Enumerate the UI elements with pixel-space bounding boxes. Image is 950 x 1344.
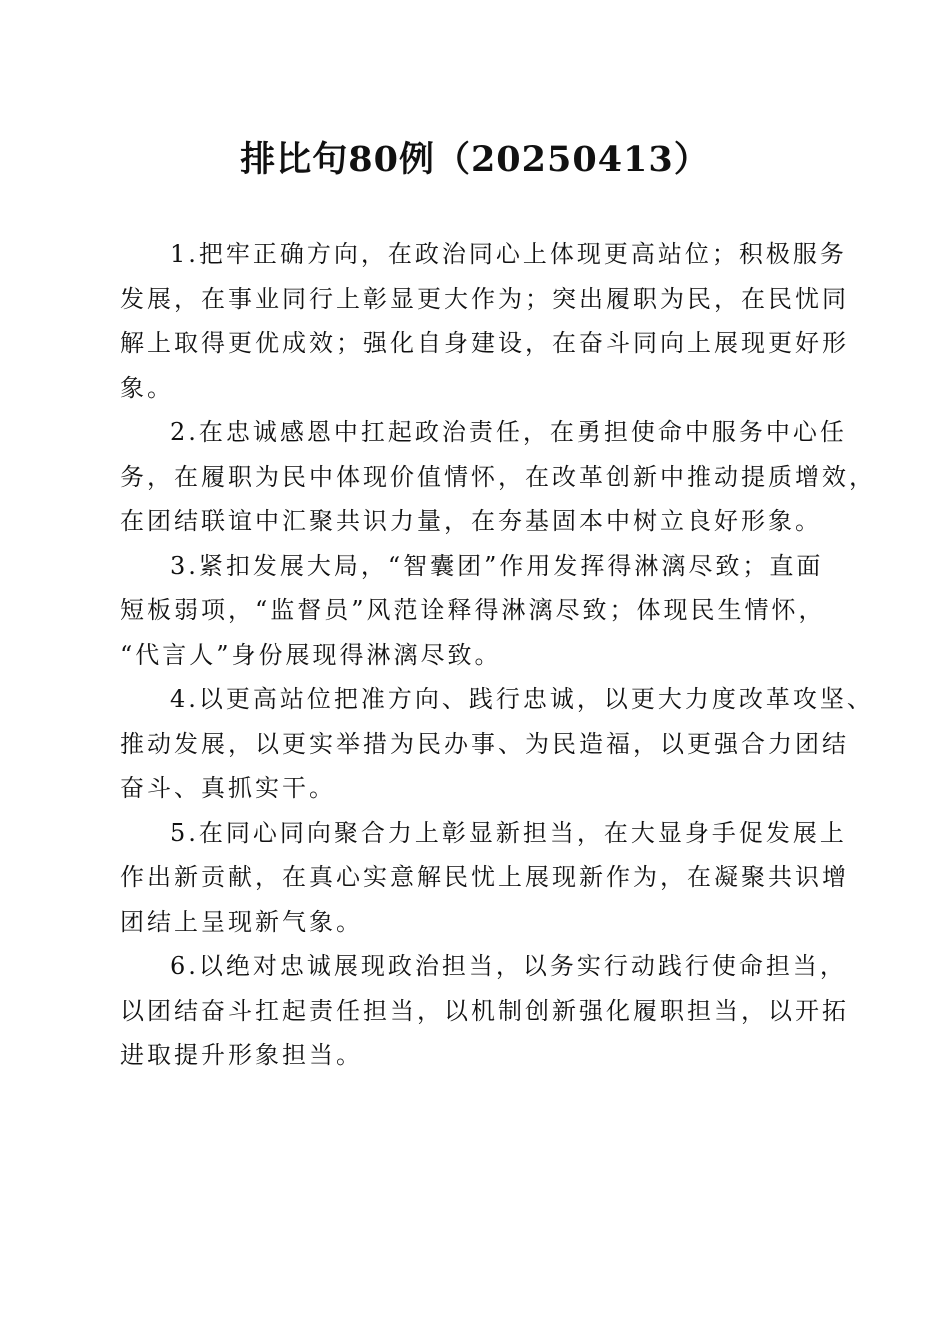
paragraph-1 <box>120 232 849 410</box>
paragraph-3 <box>120 544 840 678</box>
paragraph-line: 2.在忠诚感恩中扛起政治责任，在勇担使命中服务中心任 <box>170 418 847 446</box>
paragraph-2 <box>120 410 876 544</box>
paragraph-line: 团结上呈现新气象。 <box>120 907 363 936</box>
paragraph-line: 进取提升形象担当。 <box>120 1041 363 1069</box>
paragraph-line: 解上取得更优成效；强化自身建设，在奋斗同向上展现更好形 <box>120 329 849 357</box>
paragraph-line: “代言人”身份展现得淋漓尽致。 <box>120 640 502 669</box>
document-title: 排比句80例（20250413） <box>240 139 710 180</box>
paragraph-4 <box>120 677 874 811</box>
paragraph-line: 作出新贡献，在真心实意解民忧上展现新作为，在凝聚共识增 <box>120 863 849 891</box>
paragraph-6 <box>120 944 849 1078</box>
paragraph-line: 发展，在事业同行上彰显更大作为；突出履职为民，在民忧同 <box>120 284 849 313</box>
paragraph-line: 象。 <box>120 373 174 402</box>
paragraph-line: 在团结联谊中汇聚共识力量，在夯基固本中树立良好形象。 <box>120 507 822 535</box>
paragraph-line: 4.以更高站位把准方向、践行忠诚，以更大力度改革攻坚、 <box>170 685 874 713</box>
paragraph-line: 5.在同心同向聚合力上彰显新担当，在大显身手促发展上 <box>170 818 847 847</box>
paragraph-line: 短板弱项，“监督员”风范诠释得淋漓尽致；体现民生情怀， <box>120 596 826 624</box>
document-body <box>120 232 876 1078</box>
paragraph-line: 奋斗、真抓实干。 <box>120 774 336 802</box>
paragraph-line: 3.紧扣发展大局，“智囊团”作用发挥得淋漓尽致；直面 <box>170 551 824 580</box>
paragraph-5 <box>120 811 849 945</box>
paragraph-line: 1.把牢正确方向，在政治同心上体现更高站位；积极服务 <box>170 240 847 268</box>
paragraph-line: 以团结奋斗扛起责任担当，以机制创新强化履职担当，以开拓 <box>120 996 849 1025</box>
paragraph-line: 推动发展，以更实举措为民办事、为民造福，以更强合力团结 <box>120 729 849 758</box>
paragraph-line: 6.以绝对忠诚展现政治担当，以务实行动践行使命担当， <box>170 952 847 980</box>
paragraph-line: 务，在履职为民中体现价值情怀，在改革创新中推动提质增效， <box>120 462 876 491</box>
